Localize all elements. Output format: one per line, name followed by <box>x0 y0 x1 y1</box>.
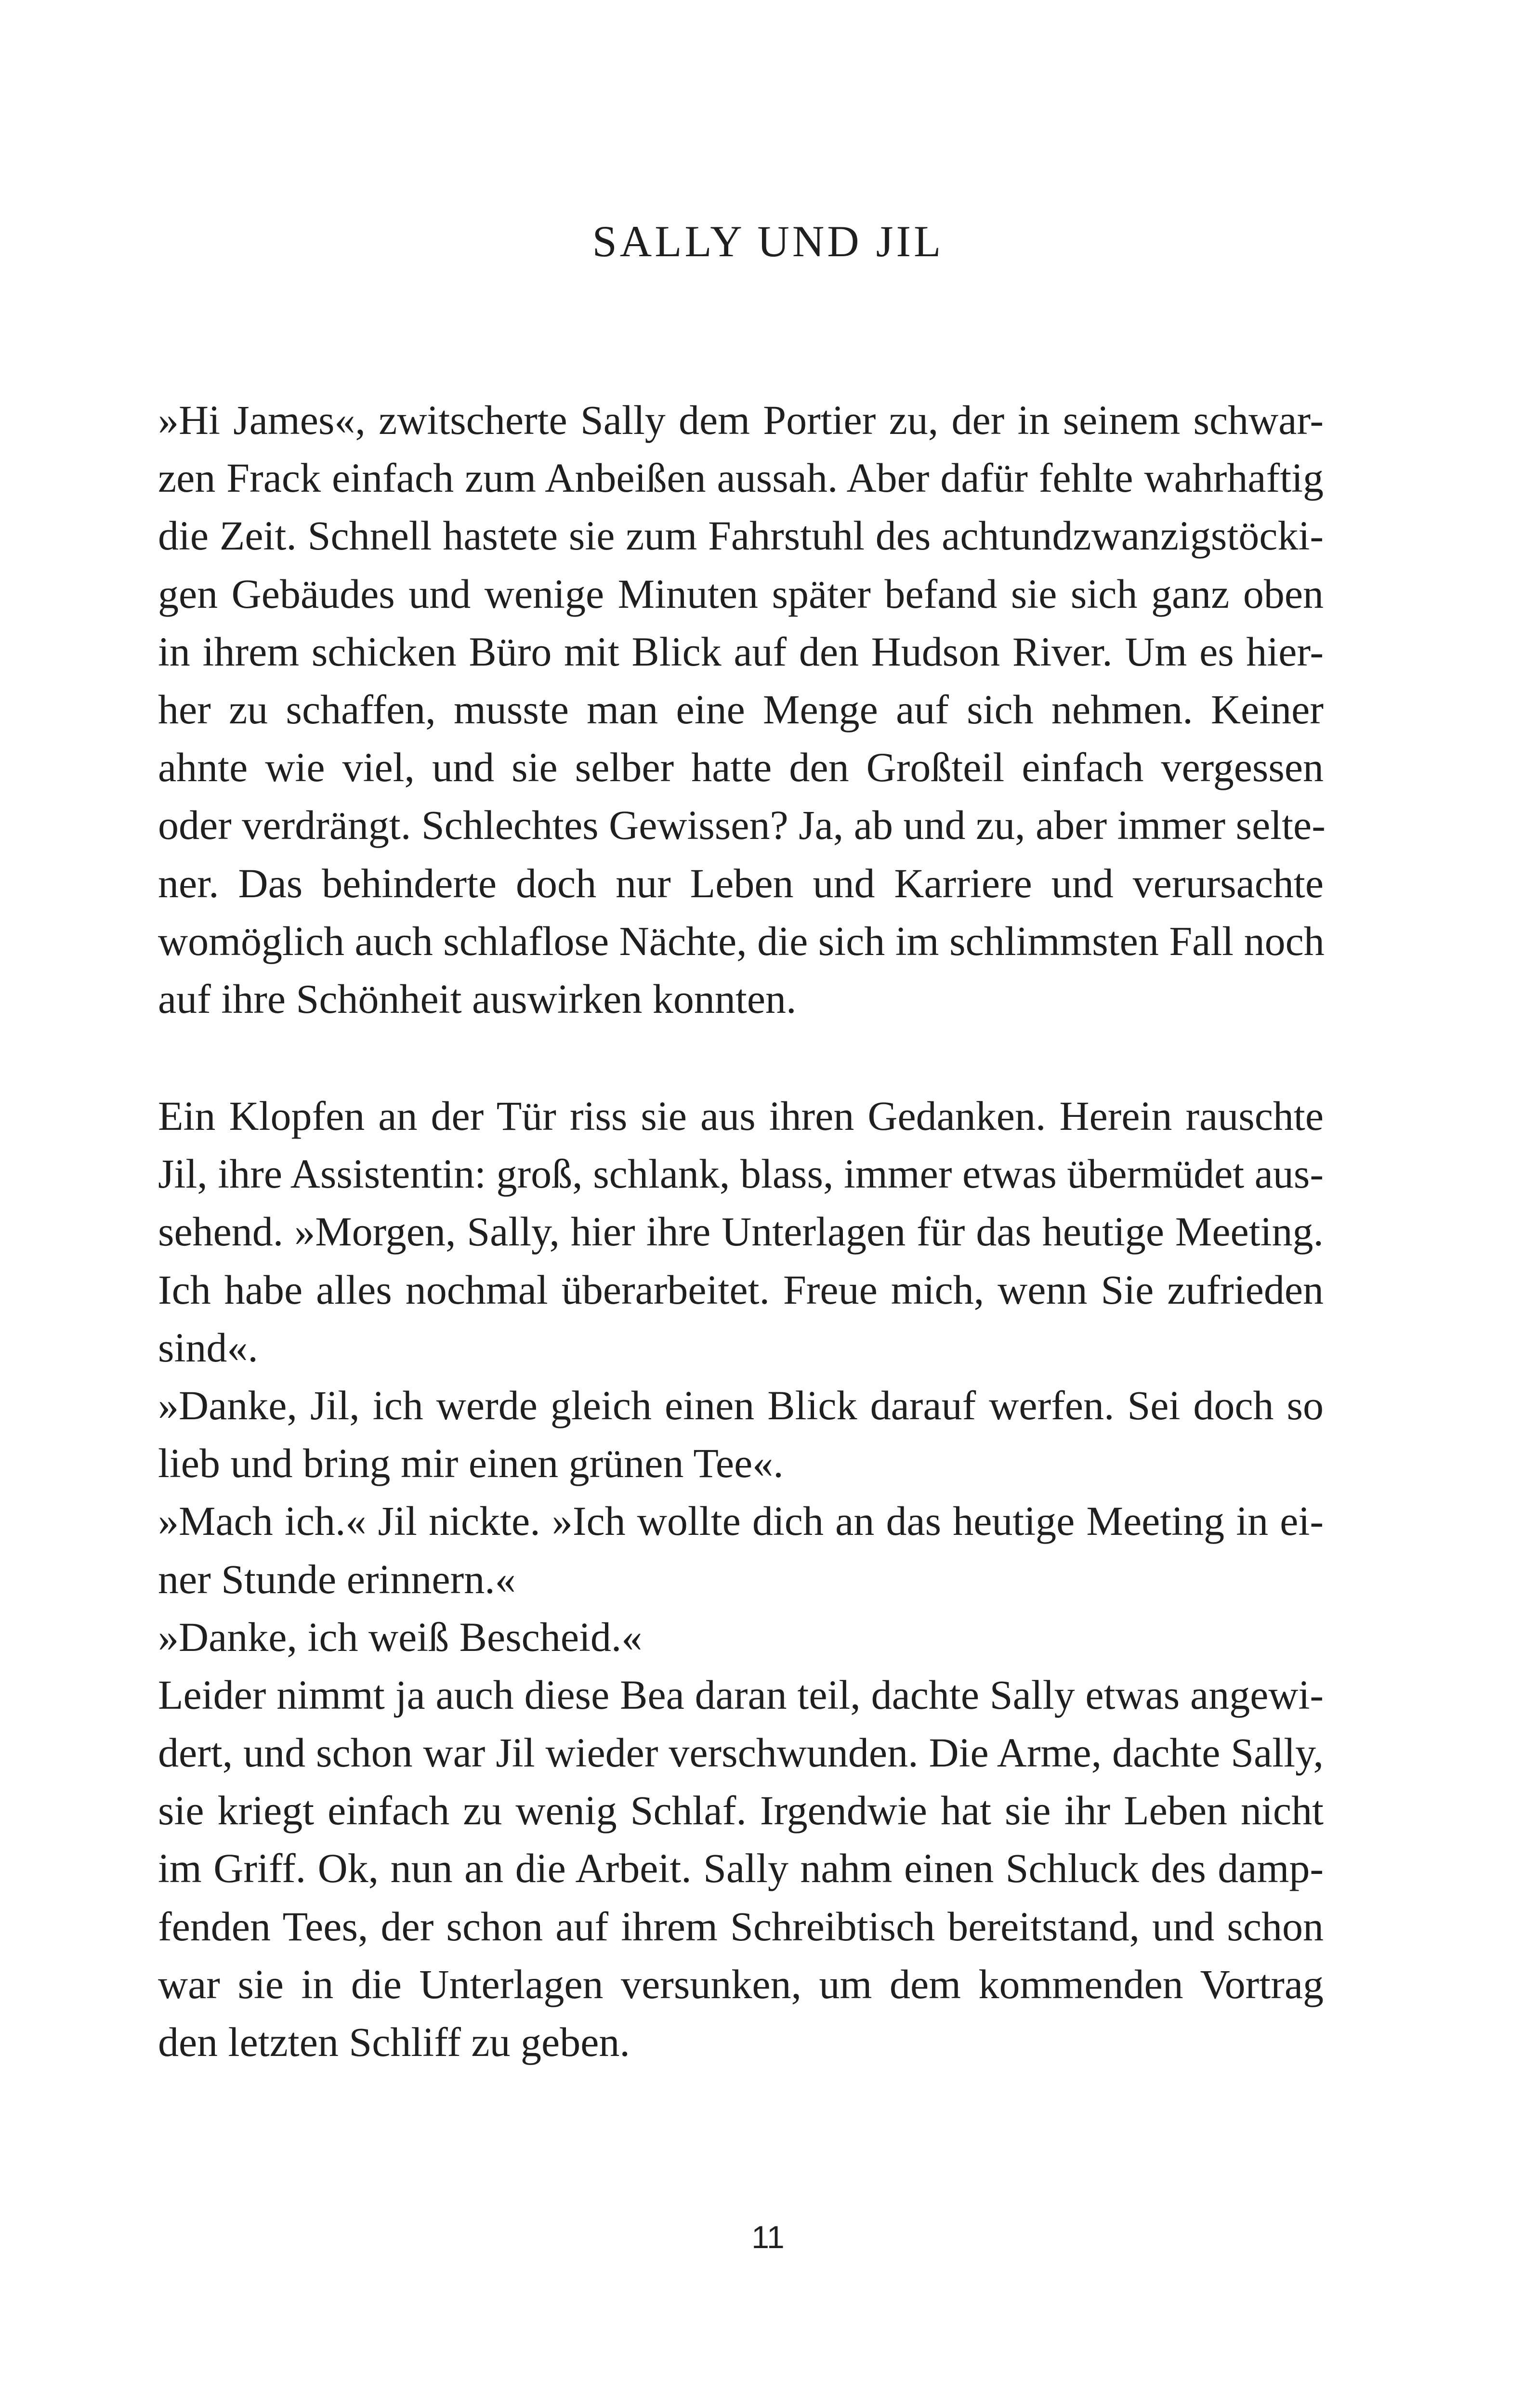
text-line: womöglich auch schlaflose Nächte, die sich im schlimmsten Fall noch <box>158 917 1325 964</box>
text-line: Jil, ihre Assistentin: groß, schlank, blass, immer etwas übermüdet aus- <box>158 1151 1324 1197</box>
text-line: war sie in die Unterlagen versunken, um dem kommenden Vortrag <box>158 1961 1324 2007</box>
text-line: Ein Klopfen an der Tür riss sie aus ihren Gedanken. Herein rauschte <box>158 1093 1324 1139</box>
text-line: »Mach ich.« Jil nickte. »Ich wollte dich an das heutige Meeting in ei- <box>158 1498 1324 1544</box>
text-line: fenden Tees, der schon auf ihrem Schreibtisch bereitstand, und schon <box>158 1903 1324 1950</box>
text-line: sind«. <box>158 1324 258 1371</box>
text-line: »Danke, ich weiß Bescheid.« <box>158 1613 643 1660</box>
text-line: Leider nimmt ja auch diese Bea daran teil, dachte Sally etwas angewi- <box>158 1671 1324 1718</box>
text-line: zen Frack einfach zum Anbeißen aussah. Aber dafür fehlte wahrhaftig <box>158 455 1324 501</box>
text-line: auf ihre Schönheit auswirken konnten. <box>158 975 797 1022</box>
text-line: gen Gebäudes und wenige Minuten später befand sie sich ganz oben <box>158 570 1324 617</box>
text-line: lieb und bring mir einen grünen Tee«. <box>158 1440 784 1487</box>
page-number: 11 <box>751 2219 785 2255</box>
text-line: sehend. »Morgen, Sally, hier ihre Unterlagen für das heutige Meeting. <box>158 1208 1324 1255</box>
text-line: Ich habe alles nochmal überarbeitet. Freue mich, wenn Sie zufrieden <box>158 1266 1324 1313</box>
text-line: in ihrem schicken Büro mit Blick auf den Hudson River. Um es hier- <box>158 628 1324 675</box>
text-line: »Danke, Jil, ich werde gleich einen Blick darauf werfen. Sei doch so <box>158 1382 1324 1428</box>
paragraph-1 <box>158 391 1324 1028</box>
text-line: ner. Das behinderte doch nur Leben und Karriere und verursachte <box>158 860 1324 906</box>
text-line: sie kriegt einfach zu wenig Schlaf. Irgendwie hat sie ihr Leben nicht <box>158 1787 1324 1834</box>
text-line: ner Stunde erinnern.« <box>158 1556 516 1602</box>
chapter-title: SALLY UND JIL <box>592 217 944 266</box>
text-line: »Hi James«, zwitscherte Sally dem Portier zu, der in seinem schwar- <box>158 397 1324 443</box>
text-line: oder verdrängt. Schlechtes Gewissen? Ja, ab und zu, aber immer selte- <box>158 802 1326 849</box>
text-line: ahnte wie viel, und sie selber hatte den Großteil einfach vergessen <box>158 744 1324 791</box>
text-line: dert, und schon war Jil wieder verschwunden. Die Arme, dachte Sally, <box>158 1729 1324 1776</box>
text-line: her zu schaffen, musste man eine Menge auf sich nehmen. Keiner <box>158 686 1324 733</box>
text-line: die Zeit. Schnell hastete sie zum Fahrstuhl des achtundzwanzigstöcki- <box>158 512 1324 559</box>
paragraph-2 <box>158 1087 1324 2071</box>
text-line: im Griff. Ok, nun an die Arbeit. Sally nahm einen Schluck des damp- <box>158 1845 1324 1892</box>
text-line: den letzten Schliff zu geben. <box>158 2019 630 2065</box>
